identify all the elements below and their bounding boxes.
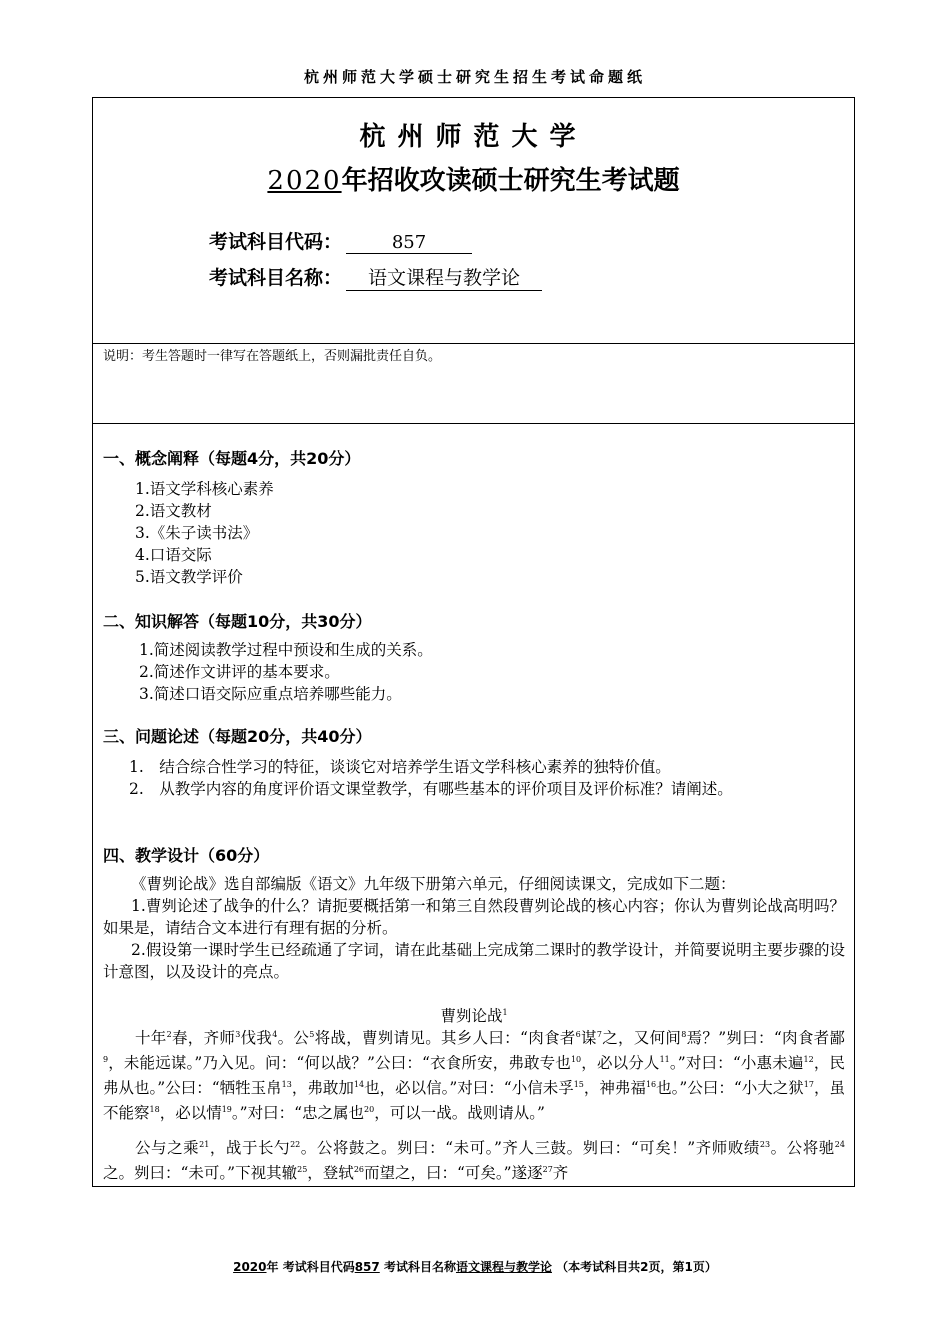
instruction-note: 说明：考生答题时一律写在答题纸上，否则漏批责任自负。 (103, 349, 442, 364)
passage-text: ，登轼 (307, 1164, 354, 1183)
footnote-marker: 15 (573, 1080, 584, 1090)
q2-title: 二、知识解答（每题10分，共30分） (103, 612, 372, 631)
footnote-marker: 10 (570, 1055, 582, 1065)
passage-text: 谋 (580, 1029, 597, 1048)
footnote-marker: 12 (803, 1055, 814, 1065)
footnote-marker: 5 (309, 1030, 315, 1039)
footnote-marker: 19 (221, 1105, 232, 1115)
footnote-marker: 26 (353, 1165, 364, 1175)
footnote-marker: 25 (297, 1165, 308, 1175)
passage-paragraph-1 (103, 1024, 845, 1125)
exam-frame (92, 97, 855, 1187)
passage-text: ，必以分人 (581, 1054, 660, 1073)
passage-text: 焉？”刿曰：“肉食者鄙 (686, 1029, 845, 1048)
q3-item: 1. 结合综合性学习的特征，谈谈它对培养学生语文学科核心素养的独特价值。 (129, 758, 671, 776)
passage-text: 也，必以信。”对曰：“小信未孚 (364, 1079, 574, 1098)
footnote-marker: 21 (199, 1140, 210, 1149)
title-section (93, 98, 854, 344)
footer-subject: 语文课程与教学论 (455, 1260, 552, 1274)
q3-title: 三、问题论述（每题20分，共40分） (103, 727, 372, 746)
passage-text: 之，又何间 (601, 1029, 682, 1048)
passage-text: 。”对曰：“小惠未遍 (669, 1054, 804, 1073)
footnote-marker: 8 (681, 1030, 687, 1039)
passage-text: 齐 (552, 1164, 569, 1183)
note-section (93, 343, 854, 424)
footnote-marker: 22 (290, 1140, 301, 1149)
footer-code: 857 (354, 1260, 380, 1274)
exam-title-text: 年招收攻读硕士研究生考试题 (341, 166, 680, 196)
passage-text: ，神弗福 (583, 1079, 646, 1098)
subject-code-value: 857 (346, 232, 472, 254)
passage-text: 公与之乘 (135, 1139, 200, 1158)
passage-text: 而望之，曰：“可矣。”遂逐 (364, 1164, 543, 1183)
page-header: 杭州师范大学硕士研究生招生考试命题纸 (303, 68, 646, 86)
footer-text: 考试科目名称 (383, 1260, 456, 1274)
q1-item: 4.口语交际 (135, 546, 212, 564)
footnote-marker: 18 (149, 1105, 160, 1115)
subject-name-label: 考试科目名称： (209, 267, 343, 289)
university-name: 杭州师范大学 (359, 122, 588, 152)
subject-name-value: 语文课程与教学论 (346, 263, 542, 291)
q2-item: 2.简述作文讲评的基本要求。 (139, 663, 340, 681)
passage-text: 伐我 (240, 1029, 273, 1048)
passage-paragraph-2 (103, 1134, 845, 1184)
footnote-marker: 20 (364, 1105, 375, 1115)
passage-text: 也。”公曰：“小大之狱 (656, 1079, 804, 1098)
q4-task-2: 2.假设第一课时学生已经疏通了字词，请在此基础上完成第二课时的教学设计，并简要说明主要步骤的设计意图，以及设计的亮点。 (103, 941, 845, 981)
footnote-marker: 1 (502, 1008, 508, 1017)
footer-text: （本考试科目共2页，第1页） (556, 1260, 717, 1274)
passage-text: 十年 (135, 1029, 167, 1048)
footnote-marker: 4 (272, 1030, 278, 1039)
footnote-marker: 17 (803, 1080, 814, 1090)
passage-text: 将战，曹刿请见。其乡人曰：“肉食者 (314, 1029, 576, 1048)
footnote-marker: 16 (645, 1080, 657, 1090)
q3-item: 2. 从教学内容的角度评价语文课堂教学，有哪些基本的评价项目及评价标准？请阐述。 (129, 780, 733, 798)
passage-text: ，弗敢加 (291, 1079, 354, 1098)
subject-code-row (209, 227, 472, 254)
footnote-marker: 13 (281, 1080, 292, 1090)
passage-text: ，民弗从也。”公曰：“牺牲玉帛 (103, 1054, 845, 1098)
passage-text: ，必以情 (159, 1104, 222, 1123)
q4-task-1: 1.曹刿论述了战争的什么？请扼要概括第一和第三自然段曹刿论战的核心内容；你认为曹刿论战高明吗？如果是，请结合文本进行有理有据的分析。 (103, 897, 845, 937)
q4-intro: 《曹刿论战》选自部编版《语文》九年级下册第六单元，仔细阅读课文，完成如下二题： (131, 875, 736, 893)
exam-title (93, 160, 854, 197)
footnote-marker: 7 (596, 1030, 602, 1039)
passage-text: ，未能远谋。”乃入见。问：“何以战？”公曰：“衣食所安，弗敢专也 (108, 1054, 571, 1073)
footnote-marker: 9 (103, 1055, 109, 1065)
passage-text: ，虽不能察 (103, 1079, 845, 1123)
q2-item: 1.简述阅读教学过程中预设和生成的关系。 (139, 641, 433, 659)
passage-text: ，战于长勺 (209, 1139, 291, 1158)
footnote-marker: 6 (575, 1030, 581, 1039)
footnote-marker: 11 (659, 1055, 670, 1065)
subject-name-row (209, 263, 542, 291)
passage-text: 春，齐师 (171, 1029, 236, 1048)
footer-text: 年 考试科目代码 (266, 1260, 355, 1274)
footnote-marker: 23 (759, 1140, 771, 1149)
q1-item: 5.语文教学评价 (135, 568, 243, 586)
footer-year: 2020 (233, 1260, 267, 1274)
footnote-marker: 2 (166, 1030, 172, 1039)
page-footer (0, 1258, 950, 1275)
exam-year: 2020 (267, 166, 342, 196)
q4-title: 四、教学设计（60分） (103, 846, 270, 865)
passage-text: 。”对曰：“忠之属也 (231, 1104, 365, 1123)
subject-code-label: 考试科目代码： (209, 231, 343, 253)
passage-text: 。公将鼓之。刿曰：“未可。”齐人三鼓。刿曰：“可矣！”齐师败绩 (300, 1139, 760, 1158)
passage-title-text: 曹刿论战 (440, 1007, 503, 1026)
passage-text: 。公 (277, 1029, 310, 1048)
passage-text: 之。刿曰：“未可。”下视其辙 (103, 1164, 298, 1183)
q1-title: 一、概念阐释（每题4分，共20分） (103, 449, 361, 468)
passage-text: 。公将驰 (770, 1139, 835, 1158)
q1-item: 3.《朱子读书法》 (135, 524, 259, 542)
q1-item: 2.语文教材 (135, 502, 212, 520)
footnote-marker: 14 (353, 1080, 365, 1090)
passage-text: ，可以一战。战则请从。” (374, 1104, 545, 1123)
footnote-marker: 3 (235, 1030, 241, 1039)
q1-item: 1.语文学科核心素养 (135, 480, 274, 498)
q2-item: 3.简述口语交际应重点培养哪些能力。 (139, 685, 402, 703)
footnote-marker: 27 (542, 1165, 553, 1175)
footnote-marker: 24 (834, 1140, 845, 1149)
